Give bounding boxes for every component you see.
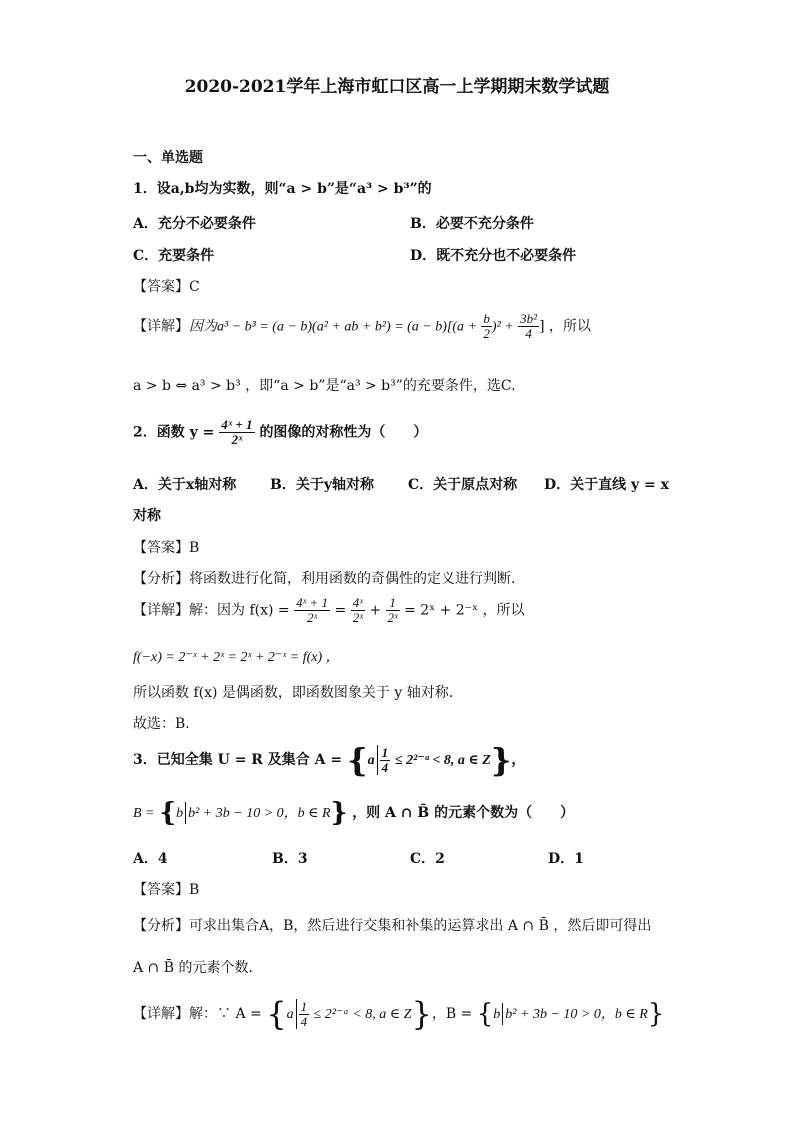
set-bar: [296, 999, 297, 1029]
set-label: B =: [133, 806, 155, 821]
q3-analysis-line2: A ∩ B̄ 的元素个数．: [133, 960, 263, 976]
brace-close: }: [490, 741, 512, 779]
q2-detail-line2: f(−x) = 2⁻ˣ + 2ˣ = 2ˣ + 2⁻ˣ = f(x) ，: [133, 650, 340, 665]
fraction: $\frac{b}{2}$: [483, 311, 490, 341]
fraction: $\frac{1}{4}$: [300, 998, 308, 1029]
set-var: b: [176, 806, 184, 821]
stem-text: 的图像的对称性为（ ）: [259, 424, 428, 441]
analysis-label: 【分析】: [133, 918, 189, 934]
q1-option-a: A．充分不必要条件: [133, 216, 256, 232]
fraction: $\frac{\text{4ˣ + 1}}{\text{2ˣ}}$: [296, 595, 329, 625]
set-condition: ≤ 2²⁻ᵃ < 8, a ∈ Z: [313, 1007, 412, 1022]
detail-math: +: [369, 602, 382, 619]
set-condition: b² + 3b − 10 > 0，b ∈ R: [505, 1007, 648, 1022]
detail-math: 因为a³ − b³ = (a − b)(a² + ab + b²) = (a − b)[(a +: [189, 319, 477, 335]
q2-detail-line1: [133, 596, 524, 625]
detail-math: =: [334, 602, 347, 619]
q2-answer: [133, 537, 199, 557]
brace-close: }: [411, 995, 432, 1033]
q2-option-wrap: 对称: [133, 508, 161, 524]
brace-close: }: [330, 798, 348, 828]
q1-stem: 1．设a,b均为实数，则“a > b”是“a³ > b³”的: [133, 181, 432, 197]
set-condition: b² + 3b − 10 > 0，b ∈ R: [188, 806, 331, 821]
q2-detail-line3: 所以函数 f(x) 是偶函数，即函数图象关于 y 轴对称．: [133, 685, 463, 701]
q2-detail-line4: 故选：B．: [133, 716, 200, 732]
answer-value: B: [189, 882, 200, 898]
detail-math: 解：∵ A =: [189, 1006, 262, 1022]
set-bar: [377, 745, 378, 775]
q1-option-c: C．充要条件: [133, 248, 215, 264]
q1-answer: [133, 276, 200, 296]
q2-analysis: [133, 568, 525, 588]
q2-option-b: B．关于y轴对称: [270, 477, 374, 493]
set-var: a: [367, 753, 375, 768]
q1-detail-line2: a > b ⇔ a³ > b³ ，即“a > b”是“a³ > b³”的充要条件，选C.: [133, 378, 516, 394]
detail-label: 【详解】: [133, 1006, 189, 1022]
answer-label: 【答案】: [133, 540, 189, 556]
detail-label: 【详解】: [133, 318, 189, 335]
q3-stem-line2: [133, 800, 574, 826]
q3-analysis-line1: [133, 915, 651, 935]
q3-answer: [133, 879, 199, 899]
q1-option-b: B．必要不充分条件: [410, 216, 534, 232]
q2-option-d: D．关于直线 y = x: [544, 477, 669, 493]
fraction: $\frac{1}{4}$: [381, 744, 389, 775]
detail-math: )² +: [491, 319, 514, 335]
analysis-label: 【分析】: [133, 571, 189, 587]
analysis-text: 可求出集合A，B，然后进行交集和补集的运算求出 A ∩ B̄ ，然后即可得出: [189, 918, 652, 934]
stem-text: 2．函数 y =: [133, 424, 215, 441]
q3-option-b: B．3: [272, 851, 308, 867]
set-var: a: [286, 1007, 294, 1022]
brace-open: {: [266, 995, 287, 1033]
brace-open: {: [347, 741, 368, 779]
set-var: b: [493, 1007, 501, 1022]
detail-math: = 2ˣ + 2⁻ˣ ，所以: [404, 602, 525, 619]
detail-text: ] ，所以: [539, 318, 591, 335]
answer-value: C: [189, 279, 200, 295]
page-title: 2020-2021学年上海市虹口区高一上学期期末数学试题: [184, 77, 610, 97]
fraction: $\frac{1}{\text{2ˣ}}$: [387, 595, 398, 625]
set-bar: [502, 1003, 503, 1025]
stem-text: 3．已知全集 U = R 及集合 A =: [133, 752, 343, 768]
answer-label: 【答案】: [133, 882, 189, 898]
detail-math: 解：因为 f(x) =: [189, 602, 290, 619]
brace-open: {: [476, 999, 494, 1029]
q3-option-d: D．1: [548, 851, 584, 867]
q3-detail-line1: [133, 995, 665, 1033]
brace-open: {: [159, 798, 177, 828]
set-bar: [185, 802, 186, 824]
q1-option-d: D．既不充分也不必要条件: [410, 248, 577, 264]
stem-text: ，则 A ∩ B̄ 的元素个数为（ ）: [352, 805, 575, 821]
detail-label: 【详解】: [133, 602, 189, 619]
answer-value: B: [189, 540, 200, 556]
stem-text: ，: [511, 752, 526, 768]
q2-option-a: A．关于x轴对称: [133, 477, 237, 493]
q3-option-c: C．2: [410, 851, 445, 867]
section-heading: 一、单选题: [133, 150, 203, 166]
q3-stem-line1: [133, 741, 526, 779]
q3-option-a: A．4: [133, 851, 168, 867]
set-condition: ≤ 2²⁻ᵃ < 8, a ∈ Z: [394, 753, 491, 768]
detail-math: ，B =: [431, 1006, 473, 1022]
fraction: $\frac{\text{3b²}}{4}$: [520, 311, 538, 341]
answer-label: 【答案】: [133, 279, 189, 295]
fraction: $\frac{\text{4ˣ + 1}}{\text{2ˣ}}$: [221, 417, 253, 447]
analysis-text: 将函数进行化简，利用函数的奇偶性的定义进行判断．: [189, 571, 525, 587]
fraction: $\frac{\text{4ˣ}}{\text{2ˣ}}$: [352, 595, 363, 625]
q2-stem: [133, 418, 427, 447]
brace-close: }: [647, 999, 665, 1029]
q1-detail-line1: [133, 312, 591, 341]
q2-option-c: C．关于原点对称: [408, 477, 518, 493]
